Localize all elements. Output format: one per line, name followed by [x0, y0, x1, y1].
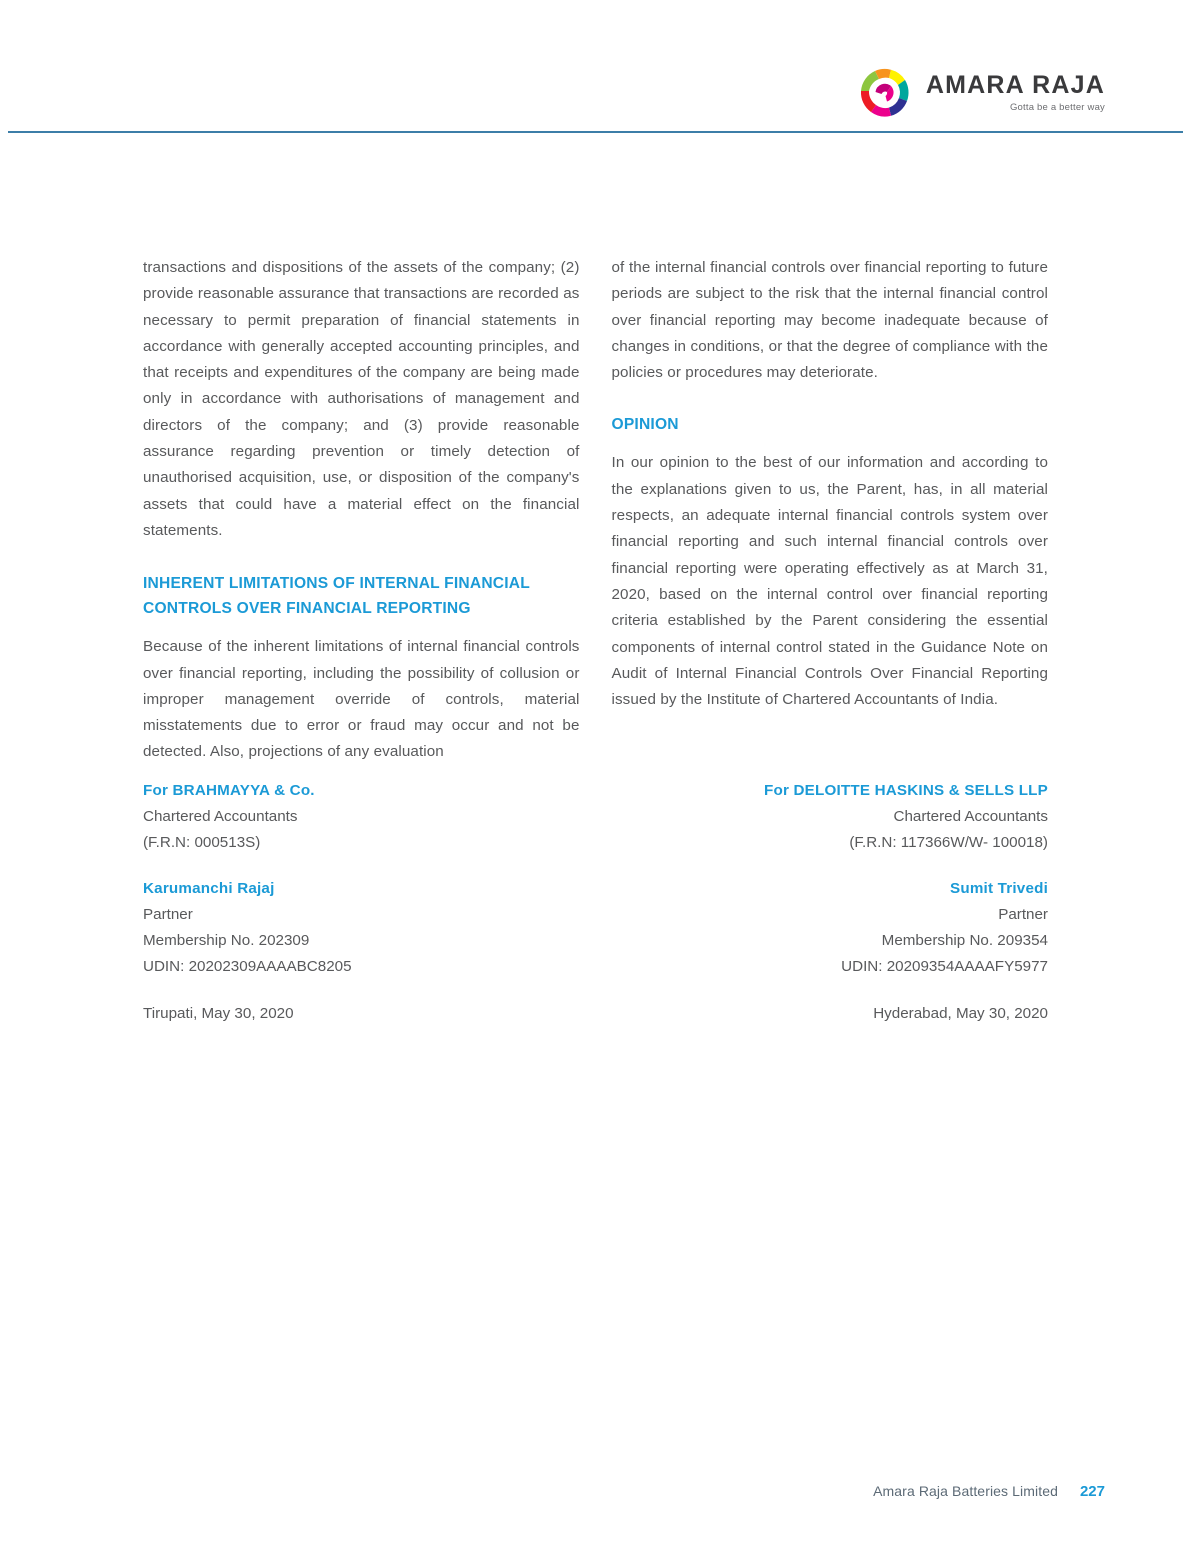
amara-raja-swirl-logo-icon — [856, 64, 914, 122]
signature-designation: Chartered Accountants — [893, 808, 1048, 825]
signature-place-date: Tirupati, May 30, 2020 — [143, 1005, 294, 1022]
signature-row — [143, 778, 1048, 1027]
left-paragraph-2: Because of the inherent limitations of internal financial controls over financial reporting, including the possibility of collusion or improper management override of controls, material misstatements due to error or fraud may occur and not be detected. Also, projections of any evaluation — [143, 638, 580, 761]
signature-firm-name: For DELOITTE HASKINS & SELLS LLP — [763, 782, 1048, 799]
footer-company-name: Amara Raja Batteries Limited — [873, 1483, 1058, 1499]
spacer — [143, 856, 584, 876]
signature-block-brahmayya — [143, 778, 584, 1027]
logo-tagline: Gotta be a better way — [1009, 102, 1105, 114]
signature-person-name: Karumanchi Rajaj — [143, 880, 275, 897]
heading-inherent-limitations: INHERENT LIMITATIONS OF INTERNAL FINANCIAL CONTROLS OVER FINANCIAL REPORTING — [143, 575, 530, 618]
signature-membership: Membership No. 202309 — [143, 932, 310, 949]
signature-place-date: Hyderabad, May 30, 2020 — [873, 1005, 1048, 1022]
logo-wordmark — [926, 73, 1105, 113]
company-logo — [856, 64, 1105, 122]
signature-udin: UDIN: 20209354AAAAFY5977 — [841, 958, 1048, 975]
right-paragraph-1: of the internal financial controls over financial reporting to future periods are subject to the risk that the internal financial control over financial reporting may become inadequate because of changes in conditions, or that the degree of compliance with the policies or procedures may deteriorate. — [611, 259, 1048, 382]
left-paragraph-1: transactions and dispositions of the assets of the company; (2) provide reasonable assurance that transactions are recorded as necessary to permit preparation of financial statements in accordance with generally accepted accounting principles, and that receipts and expenditures of the company are being made only in accordance with authorisations of management and directors of the company; and (3) provide reasonable assurance regarding prevention or timely detection of unauthorised acquisition, use, or disposition of the company's assets that could have a material effect on the financial statements. — [143, 259, 580, 539]
header-divider — [8, 131, 1183, 133]
right-paragraph-2: In our opinion to the best of our information and according to the explanations given to us, the Parent, has, in all material respects, an adequate internal financial controls system over financial reporting and such internal financial controls over financial reporting were operating effectively as at March 31, 2020, based on the internal control over financial reporting criteria established by the Parent considering the essential components of internal control stated in the Guidance Note on Audit of Internal Financial Controls Over Financial Reporting issued by the Institute of Chartered Accountants of India. — [611, 454, 1048, 709]
signature-block-deloitte — [607, 778, 1048, 1027]
signature-role: Partner — [998, 906, 1048, 923]
left-column — [143, 255, 580, 766]
page-header — [0, 0, 1191, 132]
signature-udin: UDIN: 20202309AAAABC8205 — [143, 958, 352, 975]
heading-opinion: OPINION — [611, 416, 679, 434]
logo-title: AMARA RAJA — [925, 71, 1105, 100]
signature-frn: (F.R.N: 117366W/W- 100018) — [849, 834, 1048, 851]
page-footer — [0, 1483, 1191, 1503]
signature-firm-name: For BRAHMAYYA & Co. — [143, 782, 315, 799]
right-column — [612, 255, 1049, 766]
signature-designation: Chartered Accountants — [143, 808, 298, 825]
page-number: 227 — [1079, 1483, 1105, 1500]
signature-membership: Membership No. 209354 — [881, 932, 1048, 949]
spacer — [607, 856, 1048, 876]
main-content — [143, 255, 1048, 766]
signature-role: Partner — [143, 906, 193, 923]
signature-person-name: Sumit Trivedi — [950, 880, 1048, 897]
signature-frn: (F.R.N: 000513S) — [143, 834, 261, 851]
